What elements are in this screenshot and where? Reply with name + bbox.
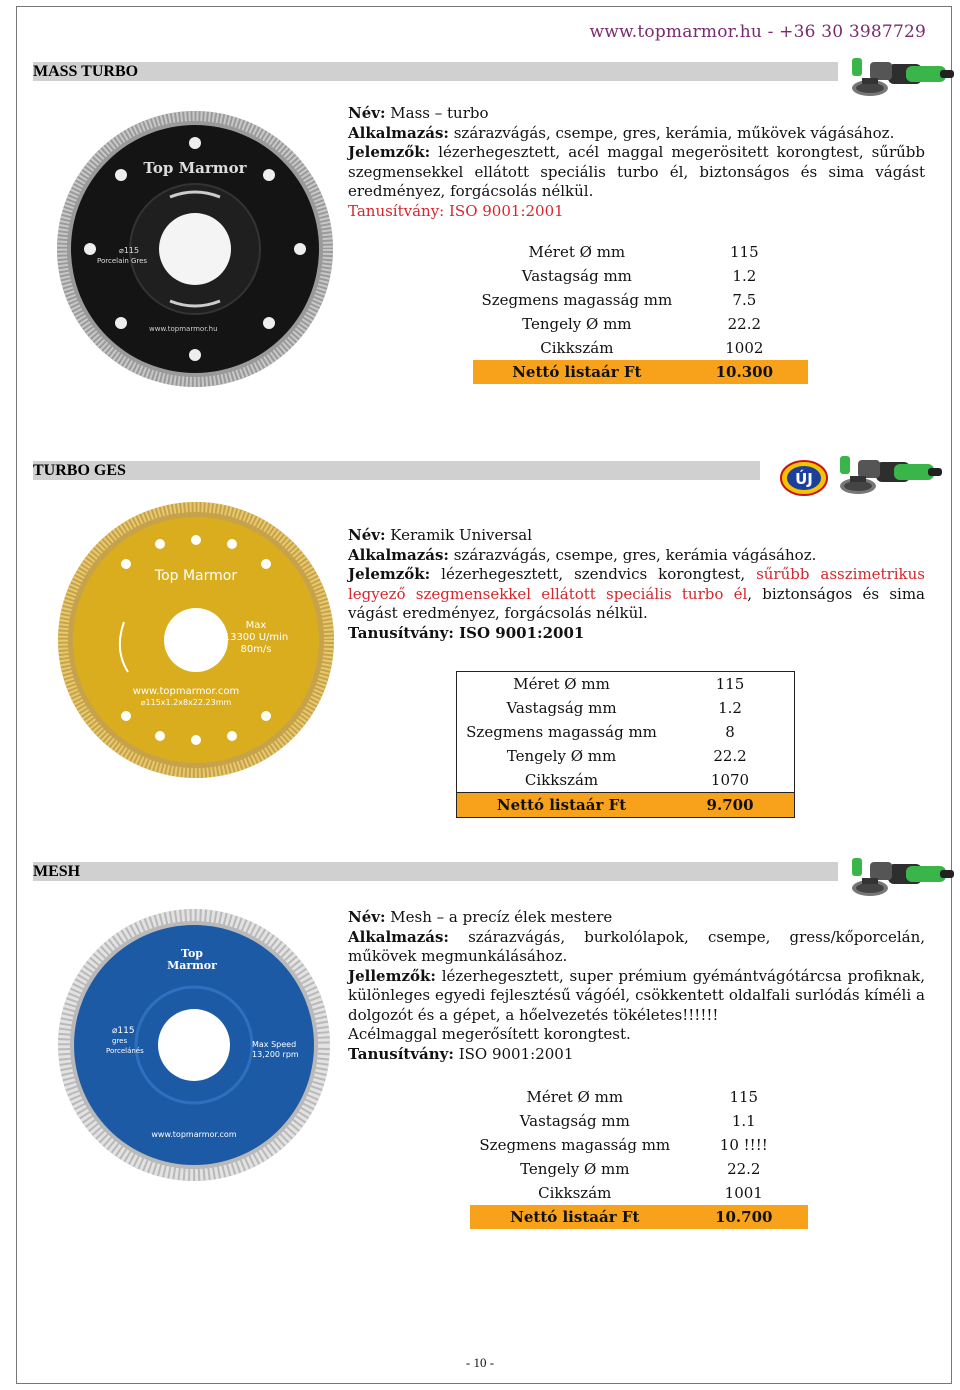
spec-row [457, 696, 795, 720]
blade-size: ⌀115 [119, 246, 140, 255]
mesh-blade-image [56, 907, 332, 1183]
features-label: Jellemzők: [348, 966, 436, 985]
spec-value: 22.2 [727, 1160, 761, 1178]
turbo-ges-blade-image [56, 500, 336, 780]
application-value: szárazvágás, csempe, gres, kerámia vágásához. [448, 545, 817, 564]
blade-web: www.topmarmor.hu [149, 325, 218, 333]
blade-max-rpm: 13300 U/min [223, 632, 289, 643]
section-bar-mass-turbo [33, 62, 838, 81]
spec-label: Cikkszám [538, 1184, 612, 1202]
certificate-value: ISO 9001:2001 [453, 1044, 574, 1063]
certificate: Tanusítvány: ISO 9001:2001 [348, 623, 585, 642]
turbo-ges-description [348, 526, 925, 643]
spec-label: Szegmens magasság mm [466, 723, 657, 741]
spec-label: Cikkszám [540, 339, 614, 357]
spec-row [470, 1157, 808, 1181]
certificate-label: Tanusítvány: [348, 1044, 454, 1063]
blade-max-rpm: 13,200 rpm [252, 1050, 299, 1059]
spec-row [457, 672, 795, 697]
mass-turbo-description [348, 104, 925, 221]
spec-label: Tengely Ø mm [520, 1160, 630, 1178]
spec-value: 115 [730, 243, 759, 261]
blade-web: www.topmarmor.com [151, 1130, 237, 1139]
price-row [470, 1205, 808, 1229]
spec-row [473, 264, 808, 288]
section-title: MASS TURBO [33, 63, 139, 80]
spec-row [470, 1181, 808, 1205]
application-label: Alkalmazás: [348, 545, 449, 564]
application-value: szárazvágás, csempe, gres, kerámia, műkövek vágásához. [448, 123, 895, 142]
price-label: Nettó listaár Ft [473, 360, 681, 384]
spec-row [473, 288, 808, 312]
blade-brand-bottom: Marmor [167, 959, 217, 972]
certificate: Tanusítvány: ISO 9001:2001 [348, 201, 564, 220]
application-value: szárazvágás, burkolólapok, csempe, gress/kőporcelán, műkövek megmunkálásához. [348, 927, 925, 965]
blade-brand: Top Marmor [143, 159, 247, 177]
angle-grinder-icon [848, 56, 958, 102]
spec-row [470, 1109, 808, 1133]
spec-value: 7.5 [732, 291, 757, 309]
spec-row [470, 1133, 808, 1157]
blade-material: Porcelain Gres [97, 257, 148, 265]
features-value: lézerhegesztett, acél maggal megerösitett korongtest, sűrűbb szegmensekkel ellátott speciális turbo él, biztonságos és sima vágást eredményez, forgácsolás nélkül. [348, 143, 925, 200]
name-label: Név: [348, 104, 386, 122]
spec-value: 1070 [710, 771, 750, 789]
spec-value: 22.2 [727, 315, 762, 333]
spec-label: Tengely Ø mm [522, 315, 632, 333]
section-bar-turbo-ges [33, 461, 760, 480]
features-label: Jelemzők: [348, 565, 431, 583]
section-title: TURBO GES [33, 462, 126, 479]
application-label: Alkalmazás: [348, 123, 449, 142]
blade-max-label: Max Speed [252, 1040, 297, 1049]
spec-row [457, 744, 795, 768]
blade-size: ⌀115 [112, 1026, 135, 1036]
features-value: lézerhegesztett, szendvics korongtest, [430, 565, 757, 583]
section-title: MESH [33, 863, 81, 880]
spec-value: 115 [715, 675, 745, 693]
angle-grinder-icon [836, 454, 946, 500]
spec-value: 8 [725, 723, 735, 741]
angle-grinder-icon [848, 856, 958, 902]
site-header: www.topmarmor.hu - +36 30 3987729 [589, 22, 926, 42]
spec-label: Tengely Ø mm [506, 747, 617, 765]
spec-label: Vastagság mm [521, 267, 632, 285]
blade-max-label: Max [245, 620, 267, 631]
price-row [457, 793, 795, 818]
spec-label: Méret Ø mm [528, 243, 626, 261]
mesh-spec-table [470, 1085, 808, 1229]
features-value-end: , biztonságos és sima vágást eredményez, forgácsolás nélkül. [348, 584, 925, 622]
spec-label: Vastagság mm [506, 699, 617, 717]
spec-value: 1.2 [718, 699, 742, 717]
page-number: - 10 - [465, 1355, 495, 1370]
blade-max-speed: 80m/s [240, 644, 272, 655]
spec-row [473, 336, 808, 360]
spec-value: 1.2 [732, 267, 757, 285]
spec-row [473, 240, 808, 264]
spec-row [457, 768, 795, 793]
spec-label: Méret Ø mm [526, 1088, 624, 1106]
spec-value: 115 [729, 1088, 759, 1106]
extra-note: Acélmaggal megerősített korongtest. [348, 1025, 631, 1043]
price-label: Nettó listaár Ft [470, 1205, 680, 1229]
spec-value: 1.1 [731, 1112, 756, 1130]
blade-web: www.topmarmor.com [132, 686, 240, 697]
spec-label: Méret Ø mm [513, 675, 610, 693]
application-label: Alkalmazás: [348, 927, 449, 946]
features-label: Jelemzők: [348, 143, 431, 161]
new-badge-icon [779, 458, 829, 498]
blade-dimensions: ⌀115x1.2x8x22.23mm [140, 698, 232, 707]
spec-value: 1002 [725, 339, 764, 357]
new-badge-text: ÚJ [795, 470, 813, 488]
price-label: Nettó listaár Ft [457, 793, 667, 818]
spec-value: 1001 [724, 1184, 763, 1202]
spec-row [457, 720, 795, 744]
blade-material-2: Porcelánés [106, 1047, 144, 1055]
price-row [473, 360, 808, 384]
spec-row [470, 1085, 808, 1109]
blade-material: gres [112, 1037, 128, 1045]
spec-label: Szegmens magasság mm [481, 291, 673, 309]
spec-label: Szegmens magasság mm [479, 1136, 671, 1154]
mass-turbo-blade-image [55, 103, 335, 395]
name-value: Mesh – a precíz élek mestere [385, 908, 613, 926]
price-value: 10.300 [681, 360, 808, 384]
mesh-description [348, 908, 925, 1064]
price-value: 10.700 [680, 1205, 808, 1229]
price-value: 9.700 [666, 793, 794, 818]
spec-row [473, 312, 808, 336]
mass-turbo-spec-table [473, 240, 808, 384]
spec-label: Cikkszám [524, 771, 599, 789]
spec-value: 22.2 [713, 747, 747, 765]
blade-brand: Top Marmor [154, 568, 238, 584]
blade-brand-top: Top [181, 947, 203, 960]
spec-label: Vastagság mm [519, 1112, 630, 1130]
name-value: Keramik Universal [385, 526, 533, 544]
features-value: lézerhegesztett, super prémium gyémántvágótárcsa profiknak, különleges egyedi fejlesztésű vágóél, csökkentett oldalfali surlódás kíméli a dolgozót és a gépet, a hőelvezetés tökéletes!!!!!! [348, 966, 925, 1024]
features-highlight: sűrűbb asszimetrikus legyező szegmensekkel ellátott speciális turbo él [348, 565, 926, 603]
spec-value: 10 !!!! [719, 1136, 768, 1154]
name-label: Név: [348, 908, 386, 926]
section-bar-mesh [33, 862, 838, 881]
turbo-ges-spec-table [456, 671, 795, 818]
name-label: Név: [348, 526, 386, 544]
name-value: Mass – turbo [385, 104, 489, 122]
